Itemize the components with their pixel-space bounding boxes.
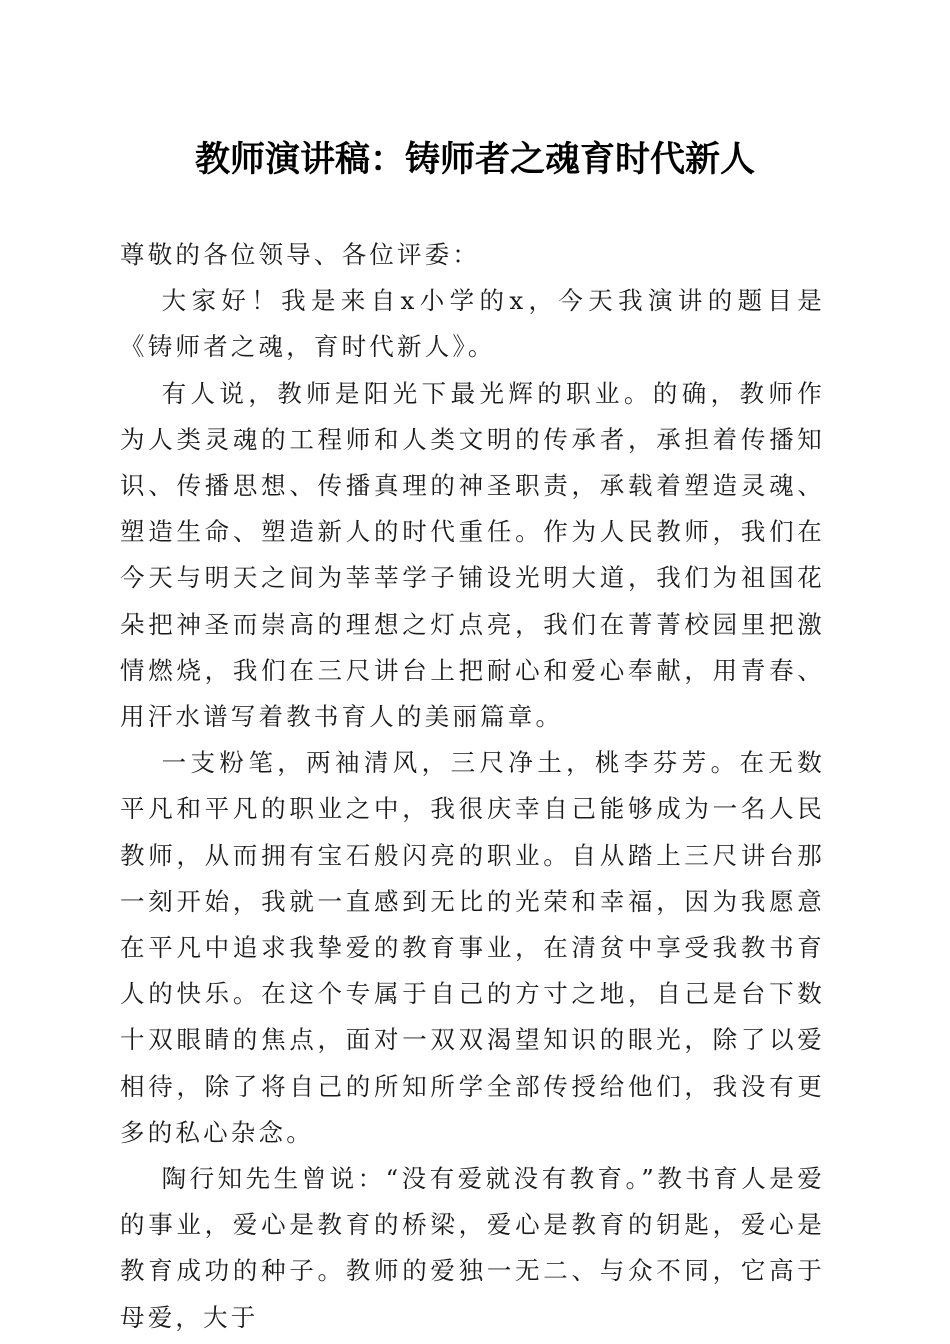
paragraph-greeting: 大家好！我是来自x小学的x，今天我演讲的题目是《铸师者之魂，育时代新人》。 [120, 286, 825, 362]
document-body [120, 232, 825, 1341]
paragraph-teacher-profession: 有人说，教师是阳光下最光辉的职业。的确，教师作为人类灵魂的工程师和人类文明的传承者，承担着传播知识、传播思想、传播真理的神圣职责，承载着塑造灵魂、塑造生命、塑造新人的时代重任。作为人民教师，我们在今天与明天之间为莘莘学子铺设光明大道，我们为祖国花朵把神圣而崇高的理想之灯点亮，我们在菁菁校园里把激情燃烧，我们在三尺讲台上把耐心和爱心奉献，用青春、用汗水谱写着教书育人的美丽篇章。 [120, 378, 825, 732]
paragraph-love-in-education: 陶行知先生曾说：“没有爱就没有教育。”教书育人是爱的事业，爱心是教育的桥梁，爱心是教育的钥匙，爱心是教育成功的种子。教师的爱独一无二、与众不同，它高于母爱，大于 [120, 1164, 825, 1332]
document-title: 教师演讲稿：铸师者之魂育时代新人 [194, 139, 755, 180]
salutation: 尊敬的各位领导、各位评委： [120, 240, 481, 269]
paragraph-chalk-and-podium: 一支粉笔，两袖清风，三尺净土，桃李芬芳。在无数平凡和平凡的职业之中，我很庆幸自己能够成为一名人民教师，从而拥有宝石般闪亮的职业。自从踏上三尺讲台那一刻开始，我就一直感到无比的光荣和幸福，因为我愿意在平凡中追求我挚爱的教育事业，在清贫中享受我教书育人的快乐。在这个专属于自己的方寸之地，自己是台下数十双眼睛的焦点，面对一双双渴望知识的眼光，除了以爱相待，除了将自己的所知所学全部传授给他们，我没有更多的私心杂念。 [120, 748, 825, 1147]
